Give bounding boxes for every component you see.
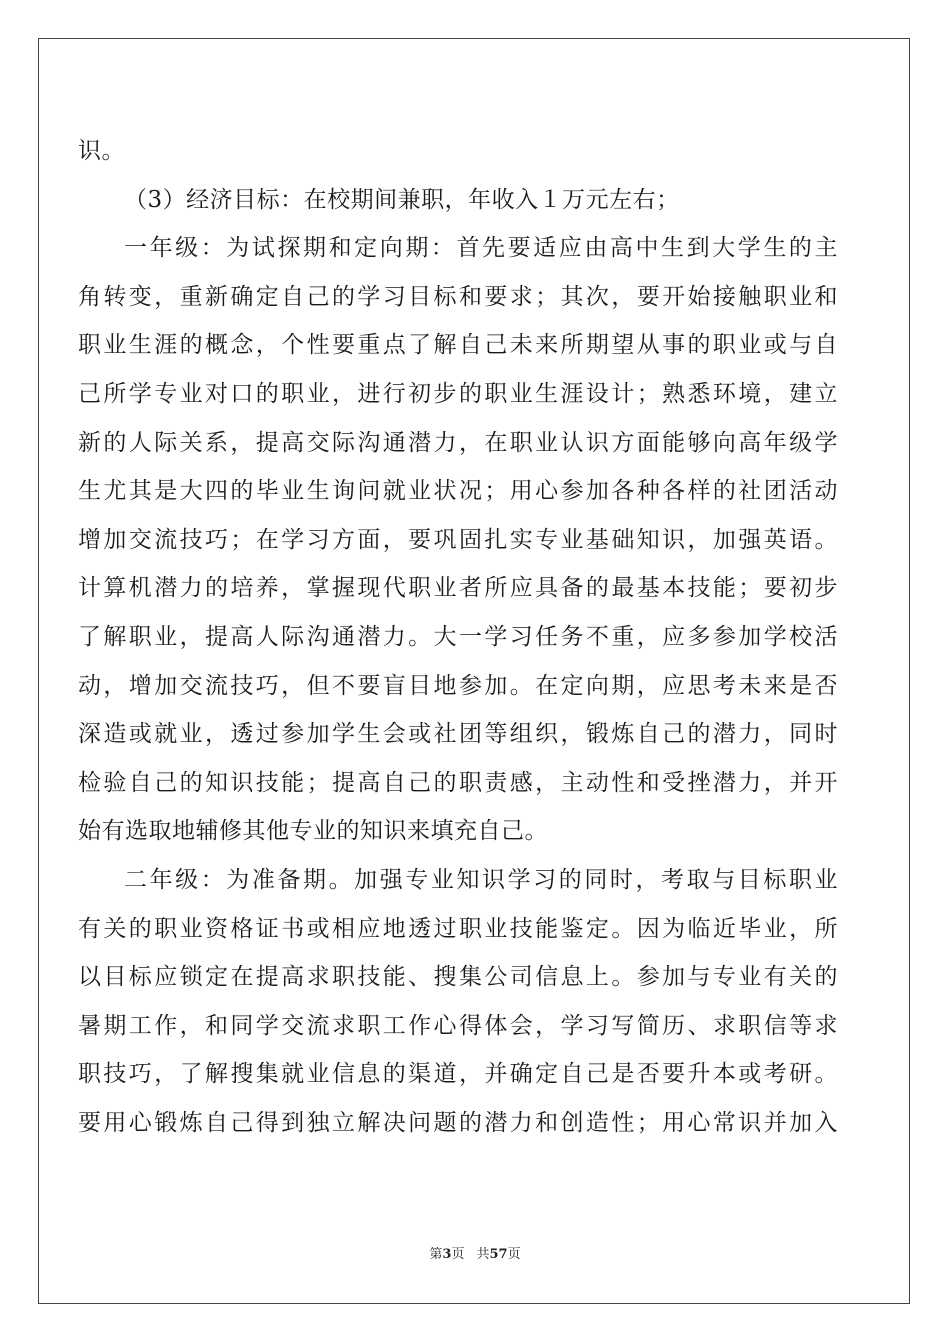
text-line: 有关的职业资格证书或相应地透过职业技能鉴定。因为临近毕业，所 [78,915,838,942]
text-line: 暑期工作，和同学交流求职工作心得体会，学习写简历、求职信等求 [78,1012,838,1039]
text-line: 二年级：为准备期。加强专业知识学习的同时，考取与目标职业 [124,866,838,893]
text-line: 角转变，重新确定自己的学习目标和要求；其次，要开始接触职业和 [78,283,838,310]
text-line: 职业生涯的概念，个性要重点了解自己未来所期望从事的职业或与自 [78,332,838,359]
text-line: 要用心锻炼自己得到独立解决问题的潜力和创造性；用心常识并加入 [78,1109,838,1136]
text-line: 职技巧，了解搜集就业信息的渠道，并确定自己是否要升本或考研。 [78,1061,838,1088]
text-line: （3）经济目标：在校期间兼职，年收入１万元左右； [124,186,680,213]
document-body [78,127,838,1147]
text-line: 计算机潜力的培养，掌握现代职业者所应具备的最基本技能；要初步 [78,575,838,602]
text-line: 深造或就业，透过参加学生会或社团等组织，锻炼自己的潜力，同时 [78,721,838,748]
text-line: 检验自己的知识技能；提高自己的职责感，主动性和受挫潜力，并开 [78,769,838,796]
footer-prefix: 第 [429,1247,443,1262]
text-line: 增加交流技巧；在学习方面，要巩固扎实专业基础知识，加强英语。 [78,526,838,553]
text-line: 新的人际关系，提高交际沟通潜力，在职业认识方面能够向高年级学 [78,429,838,456]
text-line: 始有选取地辅修其他专业的知识来填充自己。 [78,818,548,845]
footer-total-suffix: 页 [507,1247,521,1262]
footer-page-number: 3 [442,1247,452,1262]
footer-total-pages: 57 [489,1247,508,1262]
footer-page-suffix: 页 [451,1247,465,1262]
text-line: 一年级：为试探期和定向期：首先要适应由高中生到大学生的主 [124,235,838,262]
text-line: 识。 [78,138,125,164]
footer-total-prefix: 共 [476,1247,490,1262]
text-line: 了解职业，提高人际沟通潜力。大一学习任务不重，应多参加学校活 [78,623,838,650]
text-line: 动，增加交流技巧，但不要盲目地参加。在定向期，应思考未来是否 [78,672,838,699]
text-line: 以目标应锁定在提高求职技能、搜集公司信息上。参加与专业有关的 [78,964,838,991]
page-footer [0,1243,950,1262]
text-line: 生尤其是大四的毕业生询问就业状况；用心参加各种各样的社团活动 [78,478,838,505]
text-line: 己所学专业对口的职业，进行初步的职业生涯设计；熟悉环境，建立 [78,380,838,407]
